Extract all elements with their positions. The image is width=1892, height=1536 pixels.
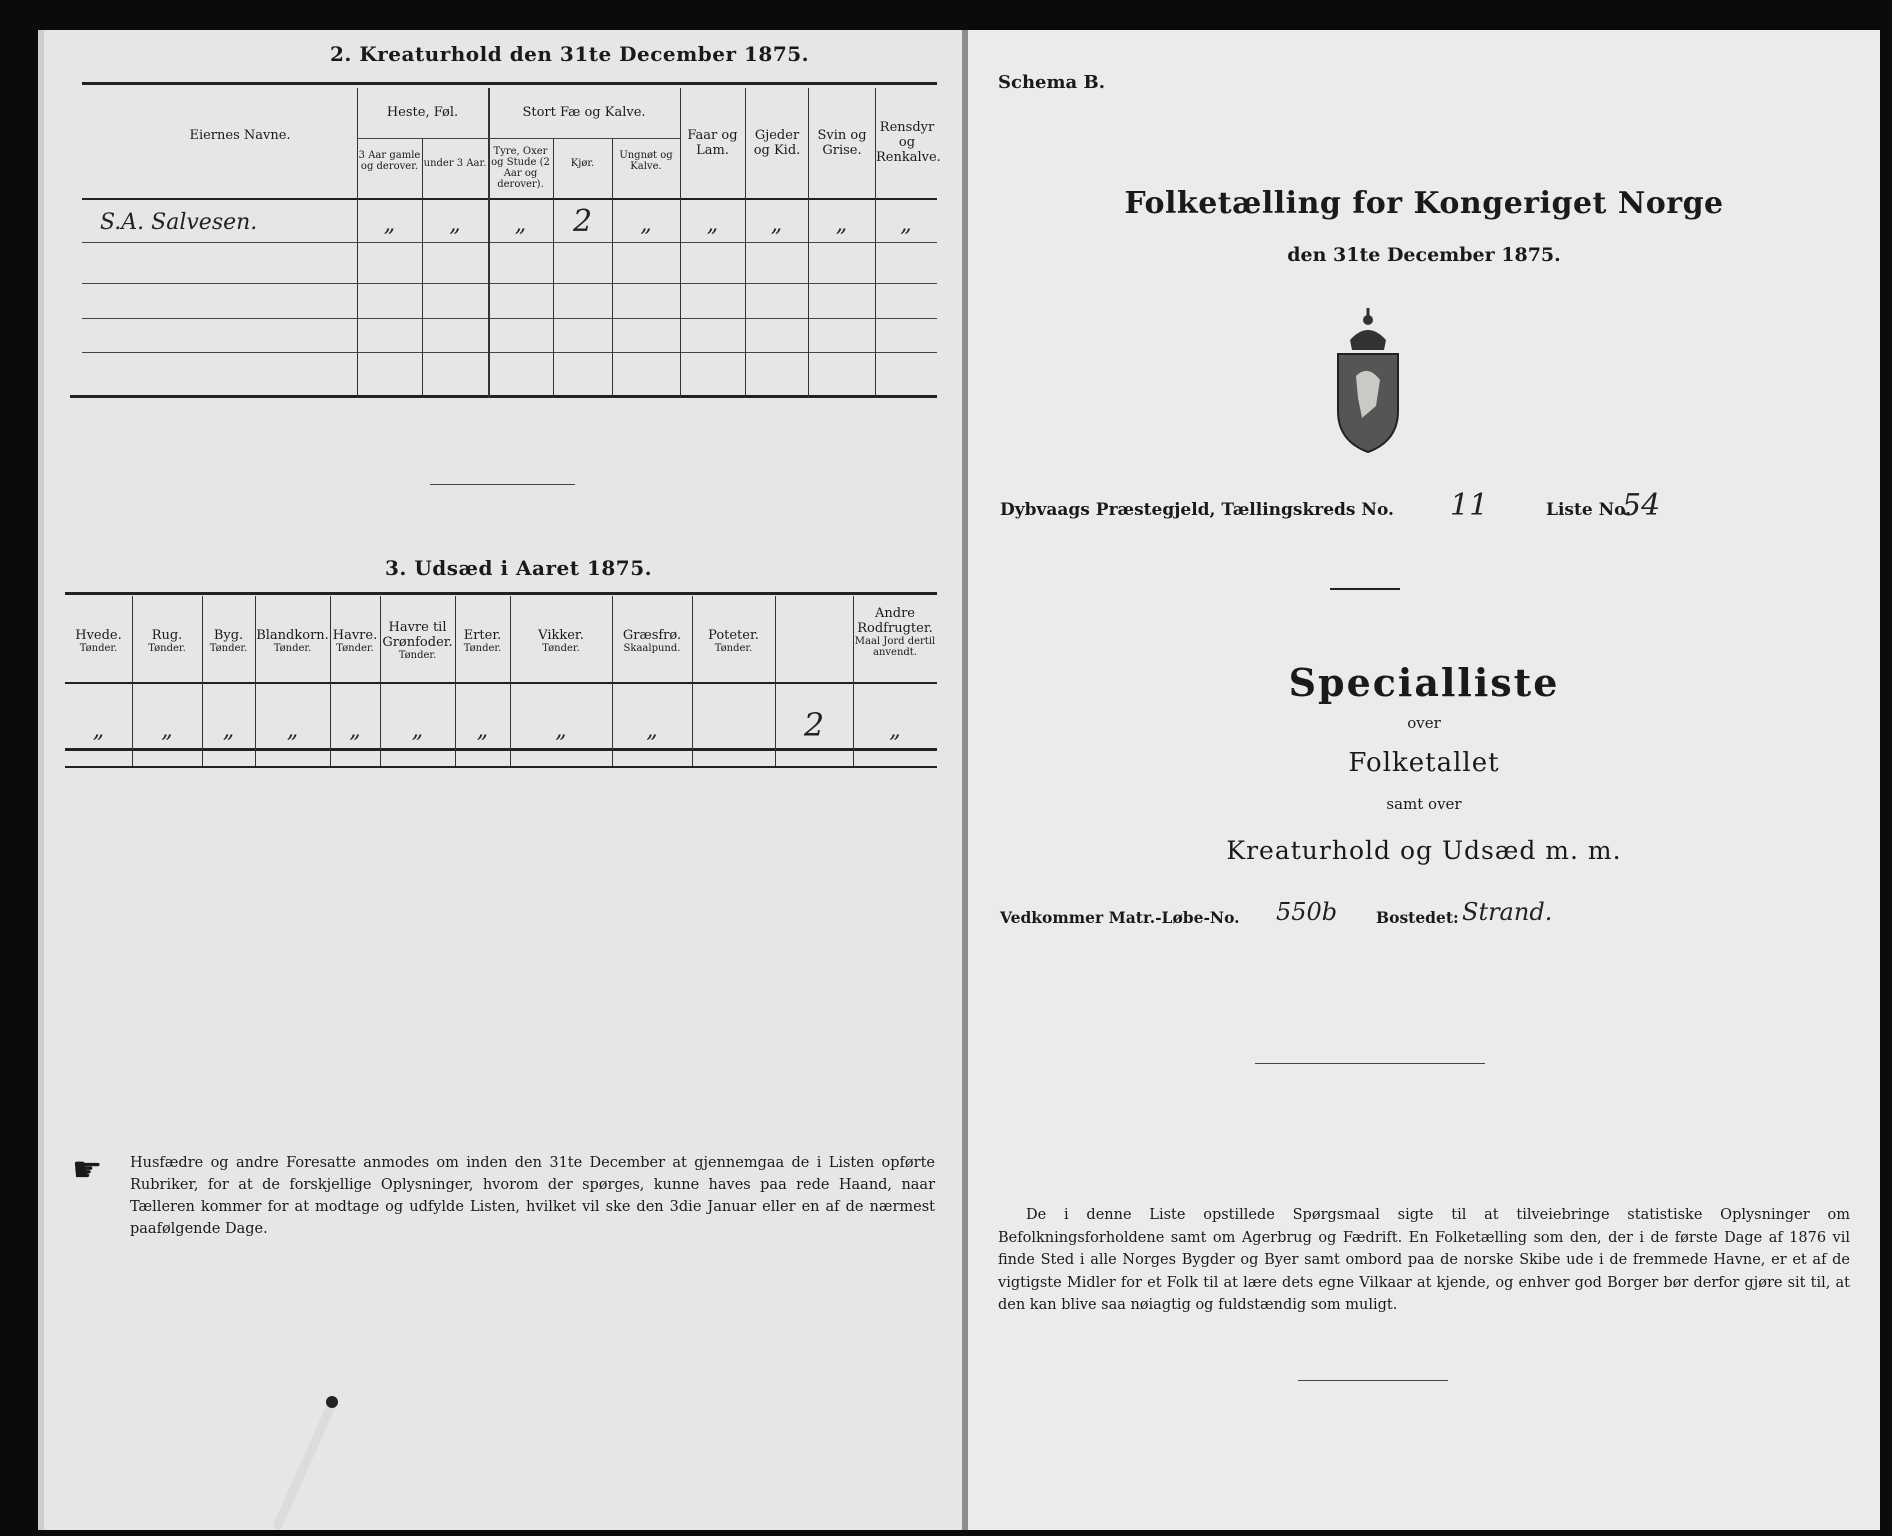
table2-col-divider <box>553 138 554 398</box>
district-number: 11 <box>1450 488 1489 523</box>
table3-bottom-rule <box>65 766 937 768</box>
col-horses-young: under 3 Aar. <box>423 158 487 169</box>
crop-header: Blandkorn. Tønder. <box>256 628 329 654</box>
parish-label: Dybvaags Præstegjeld, Tællingskreds No. <box>1000 500 1394 520</box>
crop-header: Vikker. Tønder. <box>538 628 584 654</box>
crop-header: Havre. Tønder. <box>332 628 378 654</box>
footnote-text: De i denne Liste opstillede Spørgsmaal sigte til at tilveiebringe statistiske Oplysninger om Befolkningsforholdene samt om Agerbrug og Fædrift. En Folketælling som den, der i de første Dage af 1876 vil finde Sted i alle Norges Bygder og Byer samt ombord paa de norske Skibe ude i de fremmede Havne, er et af de vigtigste Midler for et Folk til at lære dets egne Vilkaar at kjende, og enhver god Borger bør derfor gjøre sit til, at den kan blive saa nøiagtig og fuldstændig som muligt. <box>998 1207 1850 1313</box>
livestock-value: „ <box>514 212 527 237</box>
col-bulls: Tyre, Oxer og Stude (2 Aar og derover). <box>491 146 550 190</box>
livestock-value: „ <box>383 212 396 237</box>
section2-title: 2. Kreaturhold den 31te December 1875. <box>330 42 810 66</box>
kreaturhold-text: Kreaturhold og Udsæd m. m. <box>1226 836 1622 865</box>
table2-group-rule <box>357 138 680 139</box>
coat-of-arms-icon <box>1328 306 1408 456</box>
pointing-hand-icon: ☛ <box>72 1150 103 1190</box>
crop-value: „ <box>555 718 567 743</box>
table2-col-divider <box>488 88 490 398</box>
livestock-value: „ <box>835 212 848 237</box>
pen-icon <box>270 1390 340 1530</box>
crop-value: „ <box>889 718 901 743</box>
census-date: den 31te December 1875. <box>1287 244 1561 266</box>
special-list-title: Specialliste <box>1288 660 1560 705</box>
section-separator <box>430 484 575 485</box>
page-title: Folketælling for Kongeriget Norge <box>1124 186 1724 221</box>
crop-value: „ <box>349 718 361 743</box>
livestock-value: „ <box>449 212 461 237</box>
crop-header: Hvede. Tønder. <box>75 628 122 654</box>
livestock-value: „ <box>706 212 719 237</box>
crop-header: Græsfrø. Skaalpund. <box>622 628 682 654</box>
table2-top-rule <box>82 82 937 85</box>
livestock-value: „ <box>770 212 783 237</box>
livestock-value: „ <box>900 212 912 237</box>
crop-header: Byg. Tønder. <box>209 628 248 654</box>
col-reindeer: Rensdyr og Renkalve. <box>876 120 941 165</box>
crop-value: „ <box>222 718 235 743</box>
group-cattle-header: Stort Fæ og Kalve. <box>522 105 646 120</box>
col-sheep: Faar og Lam. <box>687 128 738 158</box>
list-label: Liste No. <box>1546 500 1632 520</box>
crop-header: Havre til Grønfoder. Tønder. <box>382 620 453 661</box>
table2-col-divider <box>612 138 613 398</box>
col-young-cattle: Ungnøt og Kalve. <box>619 150 673 172</box>
crop-header: Rug. Tønder. <box>148 628 186 654</box>
table3-header-rule <box>65 682 937 684</box>
crop-value: „ <box>411 718 424 743</box>
crop-value: „ <box>286 718 299 743</box>
bosted-label: Bostedet: <box>1376 908 1459 927</box>
crop-header: Poteter. Tønder. <box>708 628 759 654</box>
schema-label: Schema B. <box>998 72 1105 93</box>
list-number: 54 <box>1622 488 1661 523</box>
over-text: over <box>1407 714 1441 732</box>
col-goats: Gjeder og Kid. <box>753 128 801 158</box>
livestock-value: 2 <box>572 204 593 239</box>
group-horses-header: Heste, Føl. <box>386 105 459 120</box>
matr-number: 550b <box>1276 898 1338 926</box>
table3-col-divider <box>692 596 693 766</box>
section3-title: 3. Udsæd i Aaret 1875. <box>385 556 653 580</box>
crop-value: „ <box>161 718 173 743</box>
crop-value: „ <box>646 718 658 743</box>
crop-value: „ <box>92 718 105 743</box>
title-separator <box>1330 588 1400 590</box>
crop-header: Andre Rodfrugter. Maal Jord dertil anvendt. <box>854 606 936 658</box>
crop-header: Erter. Tønder. <box>463 628 502 654</box>
crop-value: „ <box>476 718 489 743</box>
livestock-value: „ <box>640 212 652 237</box>
samt-over-text: samt over <box>1386 795 1462 813</box>
notice-text: Husfædre og andre Foresatte anmodes om inden den 31te December at gjennemgaa de i Listen opførte Rubriker, for at de forskjellige Oplysninger, hvorom der spørges, kunne haves paa rede Haand, naar Tælleren kommer for at modtage og udfylde Listen, hvilket vil ske den 3die Januar eller en af de nærmest paafølgende Dage. <box>130 1155 935 1237</box>
col-pigs: Svin og Grise. <box>817 128 867 158</box>
folketallet-text: Folketallet <box>1348 748 1500 778</box>
matr-label: Vedkommer Matr.-Løbe-No. <box>1000 908 1240 927</box>
table2-col-divider <box>422 138 423 398</box>
left-page <box>38 30 974 1530</box>
col-owner-header: Eiernes Navne. <box>189 128 291 143</box>
col-horses-old: 3 Aar gamle og derover. <box>358 150 421 172</box>
table3-top-rule <box>65 592 937 595</box>
crop-value: 2 <box>803 706 825 744</box>
mid-separator <box>1255 1063 1485 1064</box>
table2-bottom-rule <box>70 395 937 398</box>
bosted-value: Strand. <box>1462 898 1553 926</box>
bottom-separator <box>1298 1380 1448 1381</box>
table2-col-divider <box>357 88 358 398</box>
table3-row-rule <box>65 748 937 751</box>
col-cows: Kjør. <box>570 158 595 169</box>
owner-name: S.A. Salvesen. <box>100 210 258 235</box>
